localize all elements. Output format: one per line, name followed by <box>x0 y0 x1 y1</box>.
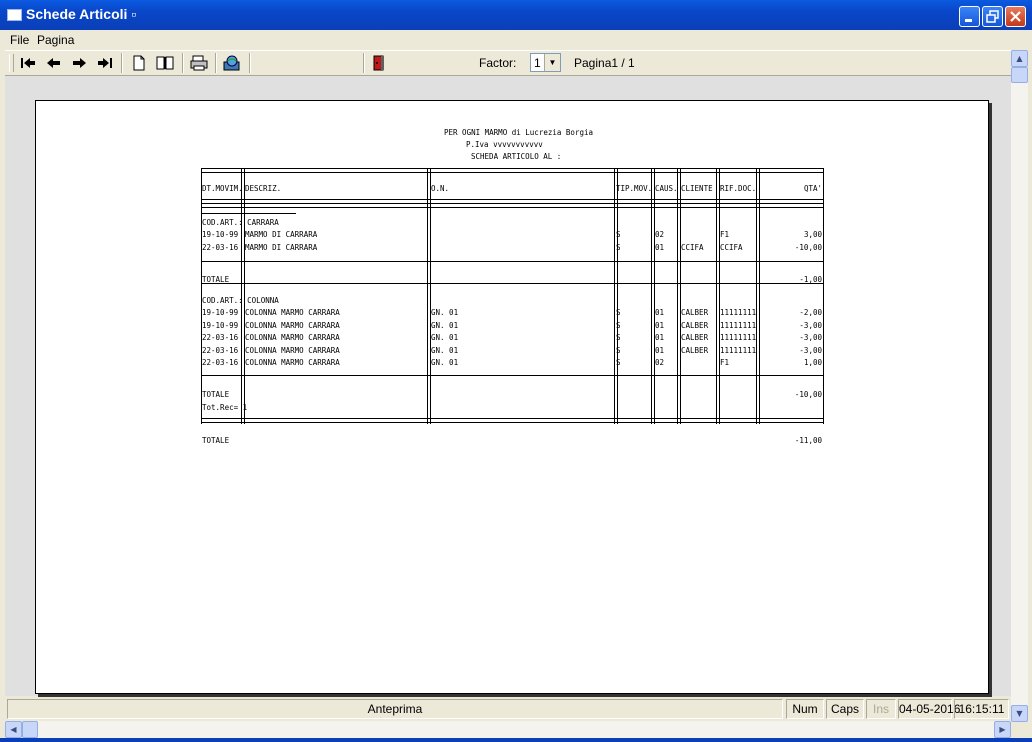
cell-qty: -3,00 <box>799 321 822 330</box>
toolbar-separator <box>121 53 123 73</box>
first-page-icon[interactable] <box>18 54 38 72</box>
cell-on: GN. 01 <box>431 333 459 342</box>
column-rule <box>654 168 655 424</box>
report-company: PER OGNI MARMO di Lucrezia Borgia <box>444 128 594 137</box>
cell-type: S <box>616 358 621 367</box>
scroll-down-icon[interactable]: ▼ <box>1011 705 1028 722</box>
cell-description: MARMO DI CARRARA <box>245 230 318 239</box>
close-icon <box>1006 7 1025 26</box>
cell-type: S <box>616 321 621 330</box>
cell-date: 19-10-99 <box>202 308 239 317</box>
next-page-icon[interactable] <box>69 54 89 72</box>
menu-file[interactable]: File <box>10 33 30 47</box>
report-page <box>35 100 989 694</box>
scroll-right-icon[interactable]: ▶ <box>994 721 1011 738</box>
toolbar <box>5 50 1011 76</box>
cell-qty: 1,00 <box>803 358 822 367</box>
column-rule <box>430 168 431 424</box>
grand-total-value: -11,00 <box>794 436 822 445</box>
column-rule <box>756 168 757 424</box>
cell-doc-ref: 11111111 <box>720 333 757 342</box>
group-total-value: -1,00 <box>799 275 822 284</box>
column-header: CLIENTE <box>681 184 713 193</box>
group-total-value: -10,00 <box>794 390 822 399</box>
column-header: DESCRIZ. <box>245 184 282 193</box>
group-total-label: TOTALE <box>202 275 230 284</box>
cell-qty: -3,00 <box>799 346 822 355</box>
table-rule <box>201 168 823 169</box>
single-page-icon[interactable] <box>129 54 149 72</box>
column-rule <box>719 168 720 424</box>
group-code: COD.ART.: COLONNA <box>202 296 279 305</box>
export-icon[interactable] <box>222 54 242 72</box>
factor-select[interactable] <box>530 53 561 72</box>
status-ins: Ins <box>866 699 896 719</box>
cell-cause: 02 <box>655 358 665 367</box>
cell-customer: CALBER <box>681 333 709 342</box>
cell-description: MARMO DI CARRARA <box>245 243 318 252</box>
cell-cause: 01 <box>655 321 665 330</box>
menu-bar <box>0 30 1032 50</box>
table-rule <box>201 199 823 200</box>
table-rule <box>201 375 823 376</box>
toolbar-separator <box>363 53 365 73</box>
toolbar-grip <box>9 54 14 72</box>
horizontal-scroll-thumb[interactable] <box>22 721 38 738</box>
cell-description: COLONNA MARMO CARRARA <box>245 308 340 317</box>
print-icon[interactable] <box>189 54 209 72</box>
cell-type: S <box>616 308 621 317</box>
menu-pagina[interactable]: Pagina <box>37 33 75 47</box>
table-rule <box>201 283 823 284</box>
cell-on: GN. 01 <box>431 321 459 330</box>
cell-on: GN. 01 <box>431 358 459 367</box>
cell-cause: 02 <box>655 230 665 239</box>
toolbar-separator <box>249 53 251 73</box>
cell-qty: -3,00 <box>799 333 822 342</box>
cell-description: COLONNA MARMO CARRARA <box>245 333 340 342</box>
vertical-scrollbar[interactable] <box>1011 50 1028 722</box>
column-header: CAUS. <box>655 184 678 193</box>
scroll-up-icon[interactable]: ▲ <box>1011 50 1028 67</box>
cell-date: 22-03-16 <box>202 346 239 355</box>
cell-type: S <box>616 333 621 342</box>
table-rule <box>201 213 296 214</box>
cell-date: 19-10-99 <box>202 230 239 239</box>
column-rule <box>427 168 428 424</box>
factor-value: 1 <box>534 56 541 70</box>
minimize-icon <box>960 7 979 26</box>
cell-customer: F1 <box>720 358 730 367</box>
title-bar[interactable] <box>0 0 1032 30</box>
cell-cause: 01 <box>655 346 665 355</box>
cell-doc-ref: 11111111 <box>720 321 757 330</box>
cell-customer: CALBER <box>681 321 709 330</box>
column-header: O.N. <box>431 184 450 193</box>
cell-doc-ref: F1 <box>720 230 730 239</box>
column-header: QTA' <box>803 184 822 193</box>
report-title: SCHEDA ARTICOLO AL : <box>471 152 562 161</box>
cell-on: GN. 01 <box>431 346 459 355</box>
cell-type: S <box>616 243 621 252</box>
cell-cause: 01 <box>655 333 665 342</box>
cell-type: S <box>616 346 621 355</box>
preview-area[interactable] <box>5 76 1011 696</box>
column-rule <box>677 168 678 424</box>
report-vat: P.Iva vvvvvvvvvvv <box>466 140 543 149</box>
horizontal-scrollbar[interactable] <box>5 721 1011 738</box>
status-caps: Caps <box>826 699 864 719</box>
cell-cause: 01 <box>655 243 665 252</box>
app-icon[interactable] <box>7 9 22 21</box>
cell-doc-ref: 11111111 <box>720 346 757 355</box>
close-button[interactable] <box>1005 6 1026 27</box>
table-rule <box>201 172 823 173</box>
group-code: COD.ART.: CARRARA <box>202 218 279 227</box>
cell-date: 22-03-16 <box>202 358 239 367</box>
last-page-icon[interactable] <box>95 54 115 72</box>
column-header: TIP.MOV. <box>616 184 653 193</box>
cell-qty: -10,00 <box>794 243 822 252</box>
scroll-left-icon[interactable]: ◀ <box>5 721 22 738</box>
column-rule <box>680 168 681 424</box>
cell-type: S <box>616 230 621 239</box>
group-total-label: TOTALE <box>202 390 230 399</box>
status-time: 16:15:11 <box>954 699 1009 719</box>
cell-customer: CALBER <box>681 346 709 355</box>
table-rule <box>201 207 823 208</box>
factor-label: Factor: <box>479 56 517 70</box>
toolbar-separator <box>182 53 184 73</box>
page-indicator: Pagina1 / 1 <box>574 56 635 70</box>
cell-qty: 3,00 <box>803 230 822 239</box>
column-rule <box>651 168 652 424</box>
window-bottom-border <box>0 738 1032 742</box>
grand-total-label: TOTALE <box>202 436 230 445</box>
status-num: Num <box>786 699 824 719</box>
two-pages-icon[interactable] <box>155 54 175 72</box>
status-bar <box>5 697 1011 721</box>
column-rule <box>617 168 618 424</box>
cell-doc-ref: CCIFA <box>720 243 743 252</box>
cell-description: COLONNA MARMO CARRARA <box>245 346 340 355</box>
report-content <box>36 101 988 693</box>
cell-description: COLONNA MARMO CARRARA <box>245 321 340 330</box>
status-mode: Anteprima <box>7 699 783 719</box>
cell-on: GN. 01 <box>431 308 459 317</box>
table-rule <box>201 203 823 204</box>
column-header: DT.MOVIM. <box>202 184 243 193</box>
cell-date: 22-03-16 <box>202 243 239 252</box>
cell-description: COLONNA MARMO CARRARA <box>245 358 340 367</box>
cell-date: 22-03-16 <box>202 333 239 342</box>
cell-cause: 01 <box>655 308 665 317</box>
toolbar-separator <box>215 53 217 73</box>
column-rule <box>759 168 760 424</box>
previous-page-icon[interactable] <box>44 54 64 72</box>
cell-customer: CALBER <box>681 308 709 317</box>
vertical-scroll-thumb[interactable] <box>1011 67 1028 83</box>
chevron-down-icon[interactable]: ▼ <box>544 54 560 71</box>
cell-qty: -2,00 <box>799 308 822 317</box>
column-rule <box>716 168 717 424</box>
cell-doc-ref: 11111111 <box>720 308 757 317</box>
cell-date: 19-10-99 <box>202 321 239 330</box>
exit-door-icon[interactable] <box>369 54 389 72</box>
minimize-button[interactable] <box>959 6 980 27</box>
table-rule <box>201 422 823 423</box>
column-rule <box>823 168 824 424</box>
column-header: RIF.DOC. <box>720 184 757 193</box>
table-rule <box>201 261 823 262</box>
restore-icon <box>983 7 1002 26</box>
cell-customer: CCIFA <box>681 243 704 252</box>
column-rule <box>614 168 615 424</box>
status-date: 04-05-2016 <box>898 699 952 719</box>
maximize-button[interactable] <box>982 6 1003 27</box>
table-rule <box>201 418 823 419</box>
record-count: Tot.Rec= 1 <box>202 403 248 412</box>
window-title: Schede Articoli ▫ <box>26 6 137 22</box>
